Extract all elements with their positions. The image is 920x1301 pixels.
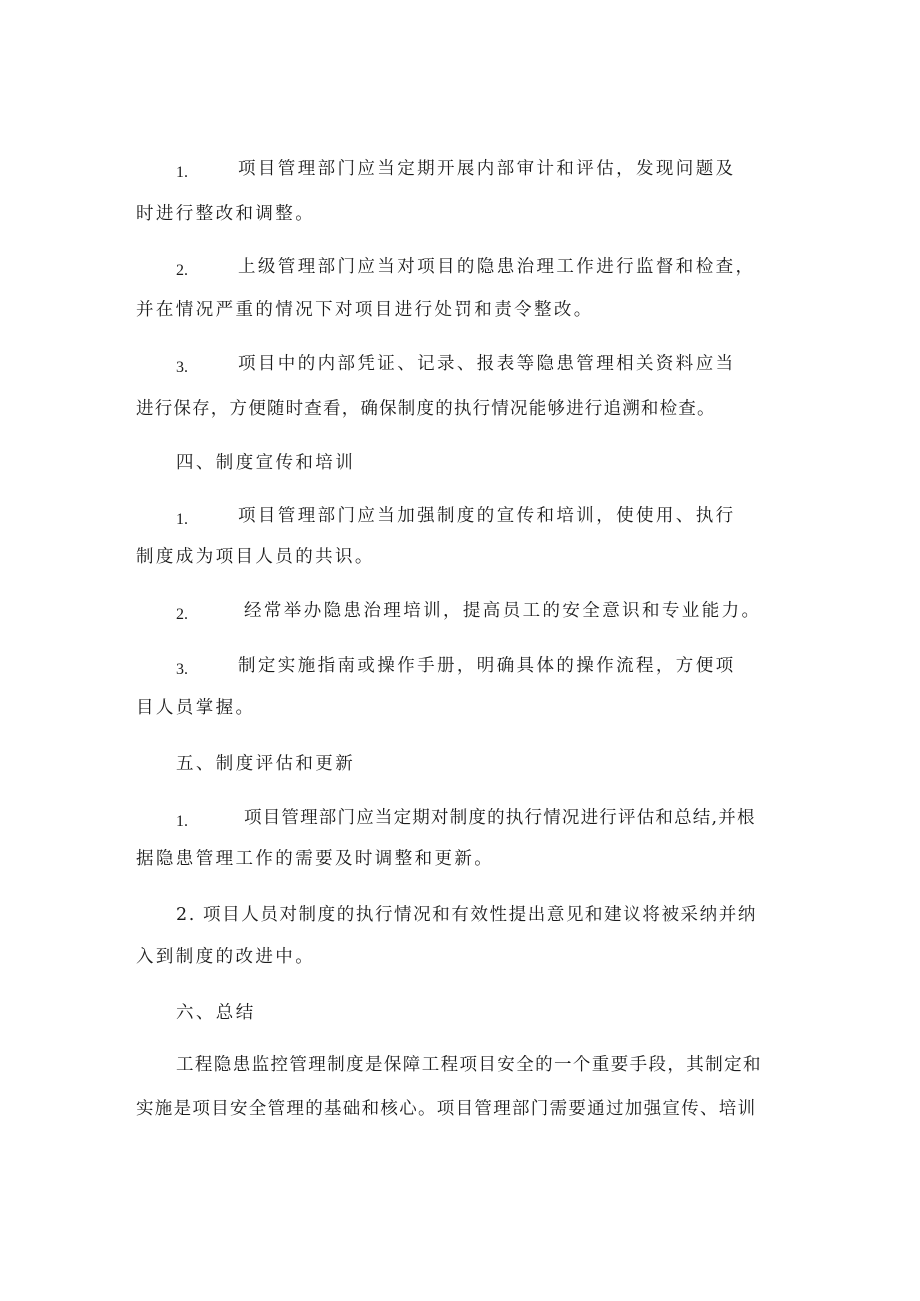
paragraph-line: 项目管理部门应当加强制度的宣传和培训，使使用、执行 bbox=[238, 506, 736, 526]
paragraph-line: 项目中的内部凭证、记录、报表等隐患管理相关资料应当 bbox=[238, 354, 736, 374]
paragraph-line: 入到制度的改进中。 bbox=[136, 947, 316, 967]
item-number: 3. bbox=[176, 661, 188, 678]
item-number: 1. bbox=[176, 813, 188, 830]
paragraph-line: 时进行整改和调整。 bbox=[136, 204, 316, 224]
paragraph-line: 制度成为项目人员的共识。 bbox=[136, 547, 375, 567]
paragraph-line: 制定实施指南或操作手册，明确具体的操作流程，方便项 bbox=[238, 656, 736, 676]
item-number: 2. bbox=[176, 262, 188, 279]
paragraph-line: 经常举办隐患治理培训，提高员工的安全意识和专业能力。 bbox=[244, 601, 762, 621]
paragraph-line: 2. 项目人员对制度的执行情况和有效性提出意见和建议将被采纳并纳 bbox=[176, 905, 757, 925]
paragraph-line: 并在情况严重的情况下对项目进行处罚和责令整改。 bbox=[136, 300, 594, 320]
paragraph-line: 进行保存，方便随时查看，确保制度的执行情况能够进行追溯和检查。 bbox=[136, 399, 716, 419]
section-heading: 六、总结 bbox=[176, 1003, 256, 1023]
paragraph-line: 目人员掌握。 bbox=[136, 698, 256, 718]
paragraph-line: 据隐患管理工作的需要及时调整和更新。 bbox=[136, 849, 495, 869]
item-number: 2. bbox=[176, 606, 188, 623]
item-number: 3. bbox=[176, 359, 188, 376]
item-number: 1. bbox=[176, 164, 188, 181]
item-number: 1. bbox=[176, 511, 188, 528]
paragraph-line: 上级管理部门应当对项目的隐患治理工作进行监督和检查， bbox=[238, 257, 756, 277]
section-heading: 四、制度宣传和培训 bbox=[176, 453, 356, 473]
paragraph-line: 项目管理部门应当定期开展内部审计和评估，发现问题及 bbox=[238, 159, 736, 179]
paragraph-line: 实施是项目安全管理的基础和核心。项目管理部门需要通过加强宣传、培训 bbox=[136, 1099, 757, 1119]
section-heading: 五、制度评估和更新 bbox=[176, 754, 356, 774]
paragraph-line: 项目管理部门应当定期对制度的执行情况进行评估和总结,并根 bbox=[244, 808, 756, 828]
paragraph-line: 工程隐患监控管理制度是保障工程项目安全的一个重要手段，其制定和 bbox=[176, 1055, 762, 1075]
